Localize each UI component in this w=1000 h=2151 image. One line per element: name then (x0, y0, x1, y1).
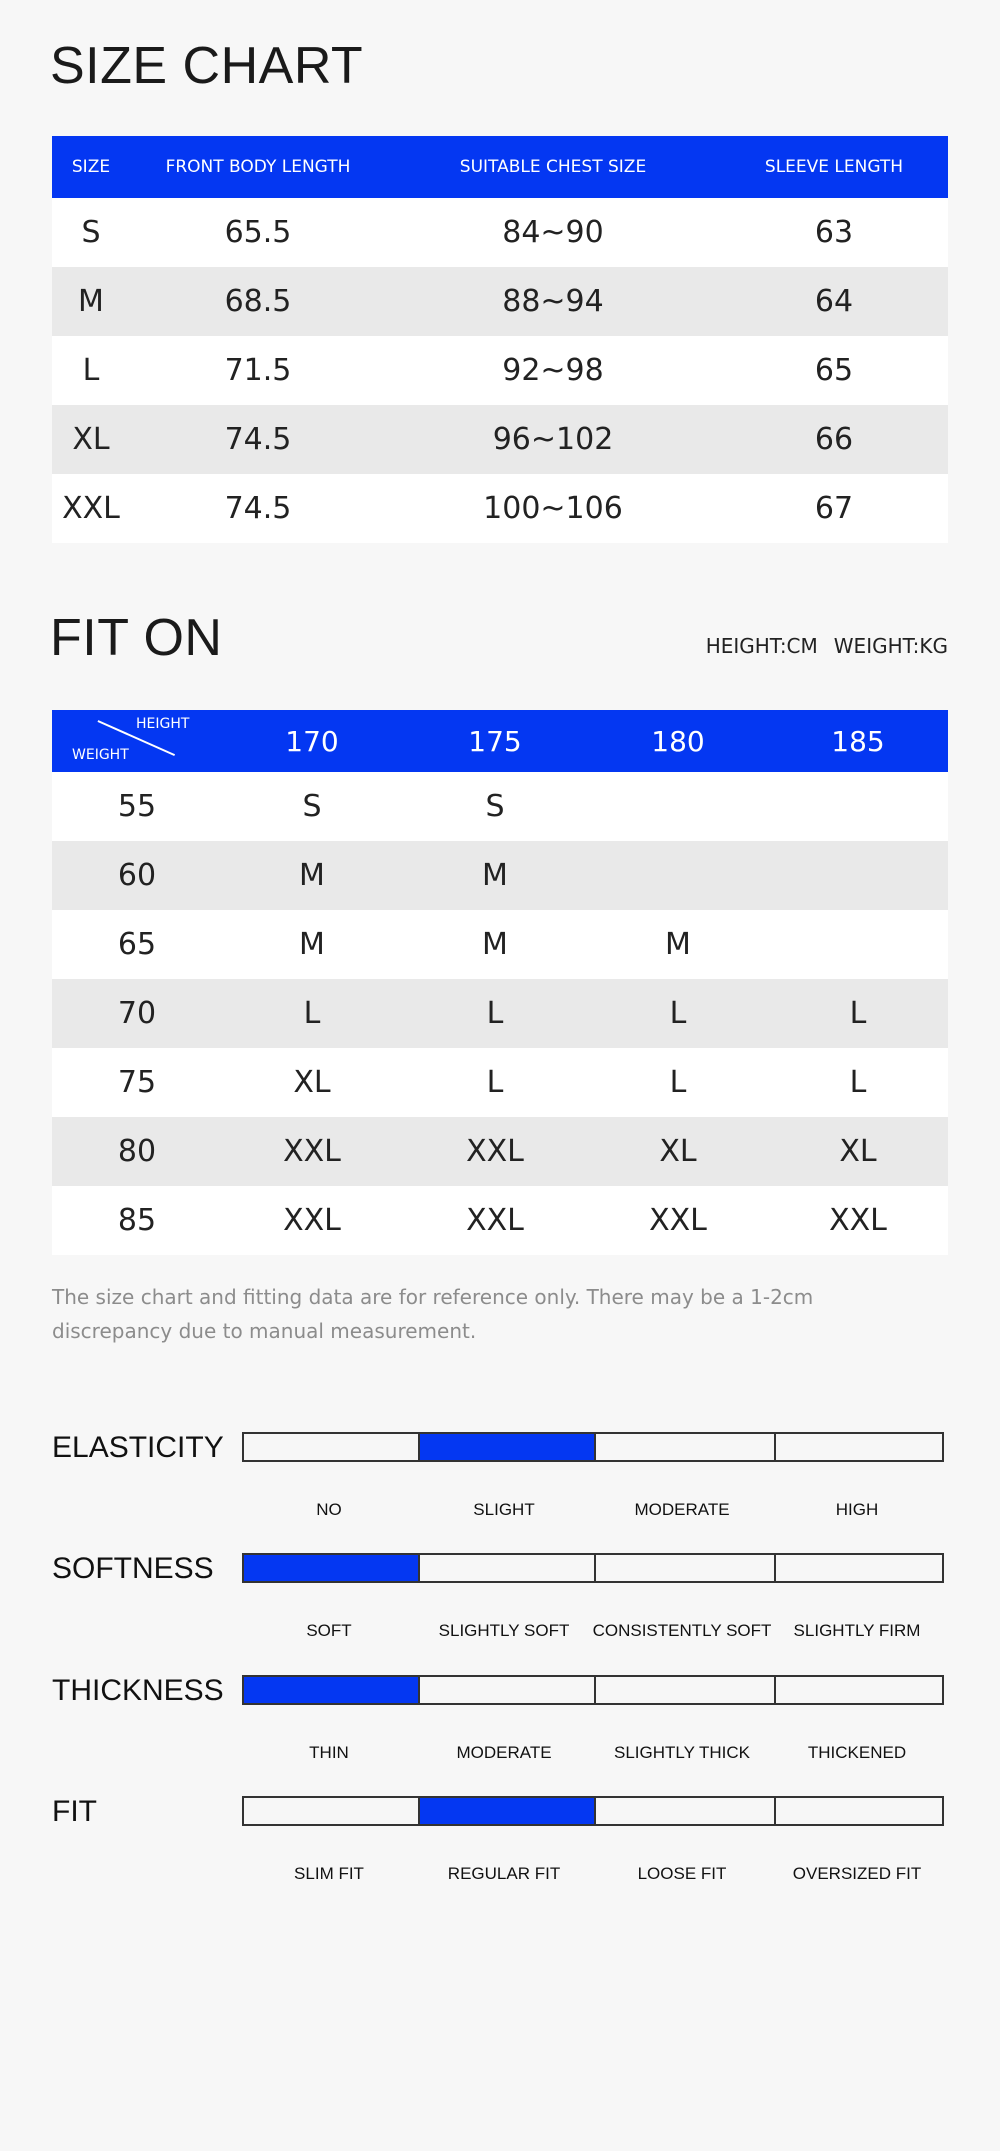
scale-segment (418, 1434, 594, 1460)
size-cell: M (402, 910, 588, 979)
sleeve-length-cell: 66 (720, 405, 948, 474)
size-cell: L (222, 979, 402, 1048)
scale-segment (774, 1555, 942, 1581)
scale-option: SLIGHTLY FIRM (793, 1621, 921, 1640)
size-header-front-body-length: FRONT BODY LENGTH (130, 136, 386, 198)
size-cell: L (52, 336, 130, 405)
scale-options (242, 1864, 944, 1888)
weight-cell: 75 (52, 1048, 222, 1117)
size-cell: XXL (402, 1117, 588, 1186)
height-header: 170 (222, 710, 402, 772)
scale-option: OVERSIZED FIT (792, 1864, 922, 1883)
body-length-cell: 65.5 (130, 198, 386, 267)
size-cell: L (768, 1048, 948, 1117)
size-cell: XL (768, 1117, 948, 1186)
size-cell: XXL (588, 1186, 768, 1255)
weight-cell: 80 (52, 1117, 222, 1186)
scale-segment (244, 1798, 418, 1824)
size-header-chest-size: SUITABLE CHEST SIZE (386, 136, 720, 198)
table-row (52, 474, 948, 543)
size-cell (768, 841, 948, 910)
size-table-header-row (52, 136, 948, 198)
weight-cell: 85 (52, 1186, 222, 1255)
size-cell: XXL (768, 1186, 948, 1255)
scale-segment (774, 1677, 942, 1703)
weight-cell: 55 (52, 772, 222, 841)
scale-options (242, 1621, 944, 1645)
sleeve-length-cell: 67 (720, 474, 948, 543)
scale-label: SOFTNESS (52, 1552, 214, 1585)
scale-segment (418, 1555, 594, 1581)
size-cell: M (222, 841, 402, 910)
size-cell (768, 910, 948, 979)
size-cell (768, 772, 948, 841)
fit-on-title: FIT ON (50, 609, 223, 667)
body-length-cell: 71.5 (130, 336, 386, 405)
scale-option: MODERATE (634, 1500, 730, 1519)
scale-option: THICKENED (807, 1743, 907, 1762)
body-length-cell: 68.5 (130, 267, 386, 336)
softness-scale (0, 1553, 1000, 1663)
table-row (52, 336, 948, 405)
chest-size-cell: 84~90 (386, 198, 720, 267)
fit-table-header-row (52, 710, 948, 772)
size-cell: M (402, 841, 588, 910)
table-row (52, 198, 948, 267)
sleeve-length-cell: 63 (720, 198, 948, 267)
sleeve-length-cell: 65 (720, 336, 948, 405)
scale-option: HIGH (835, 1500, 879, 1519)
scale-option: SLIGHTLY THICK (613, 1743, 751, 1762)
scale-segment (774, 1798, 942, 1824)
corner-header (52, 710, 222, 772)
table-row (52, 267, 948, 336)
scale-bar (242, 1675, 944, 1705)
size-cell: L (588, 979, 768, 1048)
corner-weight-label: WEIGHT (72, 747, 129, 763)
scale-options (242, 1743, 944, 1767)
scale-segment (418, 1677, 594, 1703)
table-row (52, 1117, 948, 1186)
scale-label: FIT (52, 1795, 97, 1828)
scale-segment (594, 1798, 774, 1824)
size-cell: L (402, 979, 588, 1048)
scale-segment (244, 1434, 418, 1460)
table-row (52, 1048, 948, 1117)
size-header-size: SIZE (52, 136, 130, 198)
scale-option: MODERATE (456, 1743, 552, 1762)
size-chart-title: SIZE CHART (50, 37, 364, 95)
table-row (52, 1186, 948, 1255)
size-cell (588, 772, 768, 841)
size-cell (588, 841, 768, 910)
sleeve-length-cell: 64 (720, 267, 948, 336)
scale-option: THIN (309, 1743, 349, 1762)
scale-label: ELASTICITY (52, 1431, 224, 1464)
size-cell: M (588, 910, 768, 979)
size-cell: S (402, 772, 588, 841)
thickness-scale (0, 1675, 1000, 1785)
scale-segment (774, 1434, 942, 1460)
size-cell: L (402, 1048, 588, 1117)
weight-unit: WEIGHT:KG (833, 634, 948, 658)
elasticity-scale (0, 1432, 1000, 1542)
size-cell: L (768, 979, 948, 1048)
weight-cell: 70 (52, 979, 222, 1048)
size-cell: S (52, 198, 130, 267)
weight-cell: 65 (52, 910, 222, 979)
scale-bar (242, 1553, 944, 1583)
scale-options (242, 1500, 944, 1524)
fit-scale (0, 1796, 1000, 1906)
body-length-cell: 74.5 (130, 405, 386, 474)
scale-segment (594, 1434, 774, 1460)
size-cell: XXL (222, 1186, 402, 1255)
table-row (52, 841, 948, 910)
size-cell: M (222, 910, 402, 979)
scale-segment (418, 1798, 594, 1824)
scale-segment (244, 1555, 418, 1581)
chest-size-cell: 92~98 (386, 336, 720, 405)
table-row (52, 979, 948, 1048)
scale-option: SLIM FIT (294, 1864, 364, 1883)
weight-cell: 60 (52, 841, 222, 910)
table-row (52, 772, 948, 841)
size-cell: L (588, 1048, 768, 1117)
scale-option: SOFT (306, 1621, 352, 1640)
scale-option: REGULAR FIT (447, 1864, 561, 1883)
scale-segment (244, 1677, 418, 1703)
corner-height-label: HEIGHT (136, 716, 190, 732)
height-header: 185 (768, 710, 948, 772)
table-row (52, 405, 948, 474)
scale-segment (594, 1677, 774, 1703)
scale-segment (594, 1555, 774, 1581)
size-cell: XL (222, 1048, 402, 1117)
scale-bar (242, 1796, 944, 1826)
chest-size-cell: 96~102 (386, 405, 720, 474)
disclaimer-note: The size chart and fitting data are for reference only. There may be a 1-2cm discrepancy due to manual measurement. (52, 1285, 814, 1343)
units-legend (706, 634, 948, 658)
table-row (52, 910, 948, 979)
size-cell: XL (52, 405, 130, 474)
size-cell: M (52, 267, 130, 336)
size-cell: XXL (222, 1117, 402, 1186)
chest-size-cell: 88~94 (386, 267, 720, 336)
scale-option: CONSISTENTLY SOFT (592, 1621, 772, 1640)
scale-option: NO (316, 1500, 342, 1519)
height-header: 175 (402, 710, 588, 772)
scale-label: THICKNESS (52, 1674, 224, 1707)
size-header-sleeve-length: SLEEVE LENGTH (720, 136, 948, 198)
scale-option: LOOSE FIT (637, 1864, 727, 1883)
size-cell: S (222, 772, 402, 841)
size-cell: XXL (402, 1186, 588, 1255)
height-header: 180 (588, 710, 768, 772)
fit-on-table (52, 710, 948, 1255)
size-cell: XL (588, 1117, 768, 1186)
scale-bar (242, 1432, 944, 1462)
chest-size-cell: 100~106 (386, 474, 720, 543)
body-length-cell: 74.5 (130, 474, 386, 543)
height-unit: HEIGHT:CM (705, 634, 818, 658)
scale-option: SLIGHT (473, 1500, 535, 1519)
size-cell: XXL (52, 474, 130, 543)
size-chart-table (52, 136, 948, 543)
scale-option: SLIGHTLY SOFT (438, 1621, 570, 1640)
